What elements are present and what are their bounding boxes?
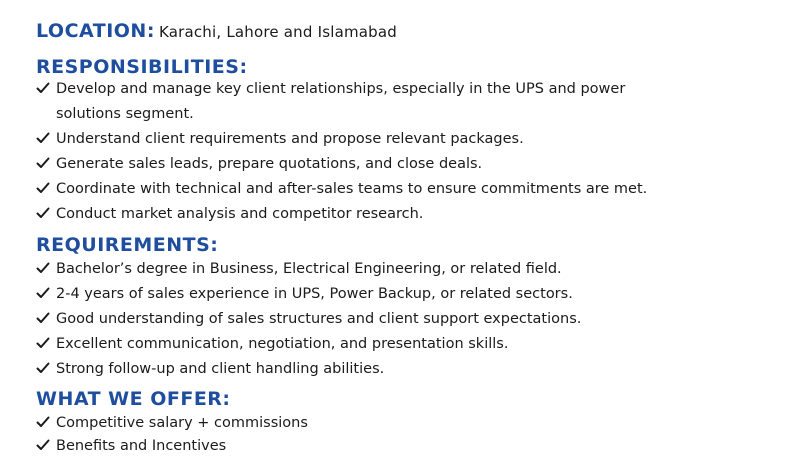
requirement-item bbox=[36, 357, 384, 382]
requirement-text: Excellent communication, negotiation, and presentation skills. bbox=[56, 336, 509, 352]
responsibility-text: Develop and manage key client relationships, especially in the UPS and power bbox=[56, 81, 626, 97]
checkmark-icon bbox=[36, 261, 50, 275]
checkmark-icon bbox=[36, 206, 50, 220]
responsibility-item bbox=[36, 202, 423, 227]
checkmark-icon bbox=[36, 361, 50, 375]
checkmark-icon bbox=[36, 415, 50, 429]
requirements-heading: REQUIREMENTS: bbox=[36, 234, 219, 256]
location-label: LOCATION: bbox=[36, 20, 155, 42]
responsibility-item bbox=[36, 77, 625, 102]
responsibility-item bbox=[36, 152, 482, 177]
requirement-text: 2-4 years of sales experience in UPS, Power Backup, or related sectors. bbox=[56, 286, 573, 302]
checkmark-icon bbox=[36, 438, 50, 452]
offer-item bbox=[36, 434, 226, 459]
responsibility-text: Coordinate with technical and after-sales teams to ensure commitments are met. bbox=[56, 181, 648, 197]
responsibility-text: Generate sales leads, prepare quotations, and close deals. bbox=[56, 156, 483, 172]
checkmark-icon bbox=[36, 181, 50, 195]
responsibility-item bbox=[36, 177, 647, 202]
responsibility-text: solutions segment. bbox=[56, 106, 194, 122]
responsibility-text: Understand client requirements and propose relevant packages. bbox=[56, 131, 524, 147]
requirement-text: Good understanding of sales structures and client support expectations. bbox=[56, 311, 582, 327]
checkmark-icon bbox=[36, 156, 50, 170]
location-heading bbox=[36, 20, 397, 42]
checkmark-icon bbox=[36, 131, 50, 145]
checkmark-icon bbox=[36, 311, 50, 325]
offer-heading: WHAT WE OFFER: bbox=[36, 388, 231, 410]
offer-text: Benefits and Incentives bbox=[56, 438, 227, 454]
responsibility-item bbox=[36, 127, 524, 152]
requirement-item bbox=[36, 257, 562, 282]
location-value: Karachi, Lahore and Islamabad bbox=[158, 23, 398, 41]
responsibilities-heading: RESPONSIBILITIES: bbox=[36, 56, 248, 78]
offer-text: Competitive salary + commissions bbox=[56, 415, 308, 431]
requirement-item bbox=[36, 332, 508, 357]
checkmark-icon bbox=[36, 336, 50, 350]
requirement-text: Strong follow-up and client handling abilities. bbox=[56, 361, 385, 377]
responsibility-text: Conduct market analysis and competitor research. bbox=[56, 206, 424, 222]
checkmark-icon bbox=[36, 81, 50, 95]
responsibility-item-continuation bbox=[56, 102, 194, 127]
requirement-item bbox=[36, 282, 573, 307]
requirement-item bbox=[36, 307, 581, 332]
checkmark-icon bbox=[36, 286, 50, 300]
requirement-text: Bachelor’s degree in Business, Electrical Engineering, or related field. bbox=[56, 261, 562, 277]
offer-item bbox=[36, 411, 308, 436]
